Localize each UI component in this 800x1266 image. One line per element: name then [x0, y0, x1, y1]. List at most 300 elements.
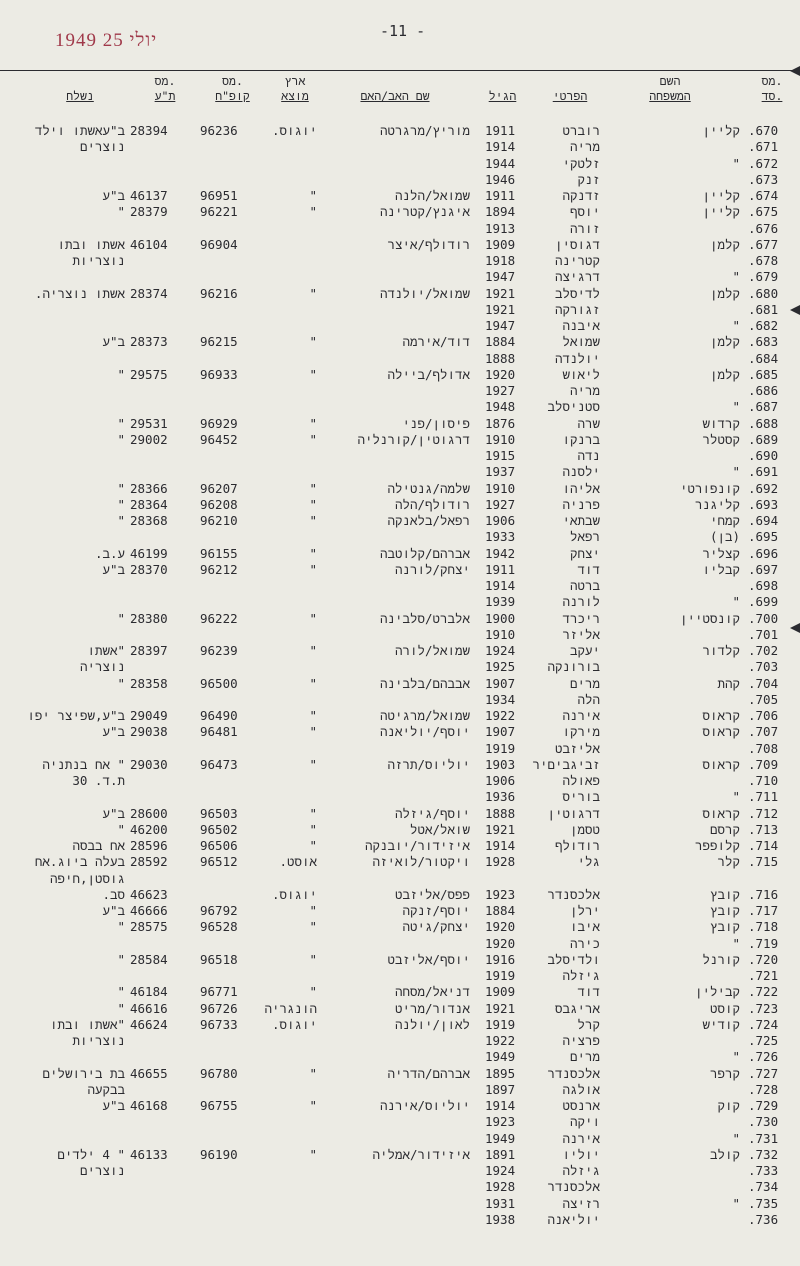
table-row [0, 789, 800, 805]
table-row [0, 448, 800, 464]
table-row [0, 286, 800, 302]
first-name-cell: זלטקי [562, 155, 600, 171]
first-name-cell: יוסף [569, 204, 600, 220]
teudah-number-cell: 28374 [130, 285, 168, 301]
country-cell: " [309, 513, 317, 528]
country-cell: " [309, 838, 317, 853]
first-name-cell: ארנסט [562, 1098, 600, 1113]
table-row [0, 627, 800, 643]
serial-cell: .711 [748, 789, 779, 805]
first-name-cell: דרגוטין [547, 805, 600, 821]
kupah-number-cell: 96216 [200, 285, 238, 301]
table-row [0, 253, 800, 269]
table-row [0, 367, 800, 383]
serial-cell: .686 [748, 383, 779, 398]
birth-year-cell: 1897 [485, 1081, 516, 1097]
family-name-cell: קלופפר [694, 838, 740, 853]
family-name-cell: קבליו [702, 561, 740, 577]
country-cell: " [309, 334, 317, 350]
serial-cell: .722 [748, 984, 779, 1000]
sent-cell: " [117, 919, 125, 935]
birth-year-cell: 1915 [485, 448, 516, 463]
first-name-cell: יוליו [562, 1146, 600, 1162]
family-name-cell: קוסט [709, 1000, 740, 1016]
country-cell: " [309, 480, 317, 496]
parents-cell: רפאל/בלאנקה [387, 513, 470, 528]
serial-cell: .670 [748, 123, 779, 138]
kupah-number-cell: 96239 [200, 643, 238, 658]
table-row [0, 416, 800, 432]
table-row [0, 1001, 800, 1017]
teudah-number-cell: 46655 [130, 1065, 168, 1081]
country-cell: " [309, 431, 317, 447]
teudah-number-cell: 28379 [130, 204, 168, 220]
first-name-cell: רוברט [562, 123, 600, 138]
family-name-cell: " [732, 1049, 740, 1065]
sent-cell: " [117, 1000, 125, 1016]
family-name-cell: " [732, 464, 740, 480]
table-row [0, 659, 800, 675]
first-name-cell: אריגבס [554, 1000, 600, 1016]
serial-cell: .716 [748, 886, 779, 902]
sent-cell: " [117, 984, 125, 1000]
birth-year-cell: 1884 [485, 334, 516, 350]
birth-year-cell: 1923 [485, 1114, 516, 1130]
family-name-cell: קראוס [702, 756, 740, 772]
table-row [0, 708, 800, 724]
teudah-number-cell: 29002 [130, 431, 168, 447]
table-row [0, 936, 800, 952]
sent-cell: " אח בנתניה [42, 756, 125, 772]
birth-year-cell: 1888 [485, 350, 516, 366]
kupah-number-cell: 96904 [200, 236, 238, 252]
first-name-cell: דרגיצה [554, 269, 600, 285]
kupah-number-cell: 96771 [200, 984, 238, 1000]
serial-cell: .728 [748, 1081, 779, 1097]
birth-year-cell: 1920 [485, 366, 516, 382]
parents-cell: דרגוטין/קורנליה [357, 431, 470, 447]
sent-cell: אשתו נוצריה. [34, 285, 125, 301]
teudah-number-cell: 28358 [130, 675, 168, 691]
birth-year-cell: 1919 [485, 968, 516, 983]
table-row [0, 1212, 800, 1228]
first-name-cell: דוד [577, 561, 600, 577]
family-name-cell: קרדוש [702, 415, 740, 431]
birth-year-cell: 1949 [485, 1130, 516, 1146]
first-name-cell: הלה [577, 691, 600, 707]
header-family: השם המשפחה [649, 74, 691, 103]
parents-cell: לאון/יולנה [394, 1016, 470, 1032]
table-row [0, 838, 800, 854]
table-row [0, 1066, 800, 1082]
birth-year-cell: 1910 [485, 431, 516, 447]
first-name-cell: זדנקה [562, 188, 600, 203]
first-name-cell: ילסנה [562, 464, 600, 480]
first-name-cell: אליזבט [554, 740, 600, 756]
birth-year-cell: 1944 [485, 155, 516, 171]
birth-year-cell: 1918 [485, 253, 516, 268]
birth-year-cell: 1920 [485, 919, 516, 935]
table-row [0, 822, 800, 838]
teudah-number-cell: 46623 [130, 886, 168, 902]
family-name-cell: קראוס [702, 724, 740, 740]
country-cell: " [309, 204, 317, 220]
first-name-cell: גיזלה [562, 968, 600, 983]
header-teudah: מס. ת"ע [154, 74, 176, 103]
birth-year-cell: 1900 [485, 610, 516, 626]
country-cell: יוגוס. [271, 1016, 317, 1032]
kupah-number-cell: 96506 [200, 838, 238, 853]
birth-year-cell: 1938 [485, 1211, 516, 1227]
parents-cell: איזידור/אמליה [372, 1146, 470, 1162]
first-name-cell: ברנקו [562, 431, 600, 447]
country-cell: " [309, 561, 317, 577]
first-name-cell: ברטה [569, 578, 600, 593]
serial-cell: .723 [748, 1000, 779, 1016]
teudah-number-cell: 28600 [130, 805, 168, 821]
family-name-cell: קובץ [709, 903, 740, 918]
serial-cell: .674 [748, 188, 779, 203]
first-name-cell: זגורקה [554, 301, 600, 317]
sent-cell: בעלה ביוג.אח [34, 854, 125, 870]
table-row [0, 871, 800, 887]
kupah-number-cell: 96518 [200, 951, 238, 967]
kupah-number-cell: 96755 [200, 1098, 238, 1113]
serial-cell: .699 [748, 594, 779, 610]
parents-cell: שמואל/הלנה [394, 188, 470, 203]
table-row [0, 1033, 800, 1049]
first-name-cell: לדיסלב [554, 285, 600, 301]
family-name-cell: קבילין [694, 984, 740, 1000]
birth-year-cell: 1927 [485, 496, 516, 512]
country-cell: " [309, 1146, 317, 1162]
table-row [0, 724, 800, 740]
serial-cell: .708 [748, 740, 779, 756]
family-name-cell: קלמן [709, 236, 740, 252]
teudah-number-cell: 29030 [130, 756, 168, 772]
teudah-number-cell: 46200 [130, 821, 168, 837]
sent-cell: נוצריה [79, 659, 125, 675]
parents-cell: יוליוס/אירנה [379, 1098, 470, 1113]
first-name-cell: שבתאי [562, 513, 600, 528]
kupah-number-cell: 96512 [200, 854, 238, 870]
birth-year-cell: 1907 [485, 675, 516, 691]
family-name-cell: קוק [717, 1098, 740, 1113]
parents-cell: מוריץ/מרגרטה [379, 123, 470, 138]
table-row [0, 269, 800, 285]
country-cell: " [309, 366, 317, 382]
sent-cell: נוצרים [79, 1163, 125, 1178]
family-name-cell: " [732, 399, 740, 415]
country-cell: " [309, 903, 317, 918]
kupah-number-cell: 96236 [200, 123, 238, 138]
family-name-cell: " [732, 269, 740, 285]
kupah-number-cell: 96215 [200, 334, 238, 350]
kupah-number-cell: 96208 [200, 496, 238, 512]
serial-cell: .676 [748, 220, 779, 236]
sent-cell: נוצריות [72, 1033, 125, 1048]
table-row [0, 351, 800, 367]
birth-year-cell: 1921 [485, 1000, 516, 1016]
family-name-cell: קראוס [702, 805, 740, 821]
sent-cell: אח בבסה [72, 838, 125, 853]
birth-year-cell: 1922 [485, 708, 516, 723]
table-row [0, 481, 800, 497]
family-name-cell: קונסטיין [679, 610, 740, 626]
sent-cell: ב"עאשתו וילד [34, 123, 125, 138]
kupah-number-cell: 96490 [200, 708, 238, 723]
birth-year-cell: 1924 [485, 1163, 516, 1178]
country-cell: " [309, 610, 317, 626]
birth-year-cell: 1910 [485, 480, 516, 496]
birth-year-cell: 1921 [485, 821, 516, 837]
table-row [0, 578, 800, 594]
serial-cell: .682 [748, 318, 779, 333]
date-stamp: 1949 יולי 25 [55, 30, 158, 51]
table-row [0, 562, 800, 578]
birth-year-cell: 1924 [485, 643, 516, 658]
kupah-number-cell: 96502 [200, 821, 238, 837]
table-row [0, 156, 800, 172]
serial-cell: .733 [748, 1163, 779, 1178]
teudah-number-cell: 29531 [130, 415, 168, 431]
sent-cell: נוצריות [72, 253, 125, 268]
serial-cell: .689 [748, 431, 779, 447]
family-name-cell: קהת [717, 675, 740, 691]
birth-year-cell: 1914 [485, 838, 516, 853]
serial-cell: .696 [748, 545, 779, 561]
table-row [0, 887, 800, 903]
serial-cell: .710 [748, 773, 779, 788]
table-row [0, 302, 800, 318]
first-name-cell: אירנה [562, 1130, 600, 1146]
serial-cell: .702 [748, 643, 779, 658]
sent-cell: ב"ע [102, 903, 125, 918]
country-cell: אוסט. [279, 854, 317, 870]
first-name-cell: ליאוש [562, 366, 600, 382]
birth-year-cell: 1911 [485, 188, 516, 203]
first-name-cell: ריכרד [562, 610, 600, 626]
kupah-number-cell: 96929 [200, 415, 238, 431]
serial-cell: .678 [748, 253, 779, 268]
birth-year-cell: 1936 [485, 789, 516, 805]
sent-cell: " [117, 366, 125, 382]
sent-cell: ב"ע [102, 188, 125, 203]
first-name-cell: פרציה [562, 1033, 600, 1048]
birth-year-cell: 1906 [485, 773, 516, 788]
kupah-number-cell: 96210 [200, 513, 238, 528]
family-name-cell: קולב [709, 1146, 740, 1162]
first-name-cell: זורה [569, 220, 600, 236]
table-row [0, 139, 800, 155]
first-name-cell: כירה [569, 935, 600, 951]
table-row [0, 123, 800, 139]
first-name-cell: דוד [577, 984, 600, 1000]
table-row [0, 643, 800, 659]
serial-cell: .720 [748, 951, 779, 967]
kupah-number-cell: 96792 [200, 903, 238, 918]
sent-cell: ב"ע [102, 561, 125, 577]
table-row [0, 237, 800, 253]
birth-year-cell: 1928 [485, 854, 516, 870]
teudah-number-cell: 28575 [130, 919, 168, 935]
teudah-number-cell: 28380 [130, 610, 168, 626]
first-name-cell: טסמן [569, 821, 600, 837]
sent-cell: " [117, 821, 125, 837]
serial-cell: .718 [748, 919, 779, 935]
table-row [0, 546, 800, 562]
birth-year-cell: 1949 [485, 1049, 516, 1065]
country-cell: " [309, 545, 317, 561]
kupah-number-cell: 96733 [200, 1016, 238, 1032]
kupah-number-cell: 96190 [200, 1146, 238, 1162]
serial-cell: .681 [748, 301, 779, 317]
teudah-number-cell: 29038 [130, 724, 168, 740]
serial-cell: .726 [748, 1049, 779, 1065]
family-name-cell: קליין [702, 123, 740, 138]
serial-cell: .730 [748, 1114, 779, 1130]
teudah-number-cell: 29049 [130, 708, 168, 723]
parents-cell: איזידור/יובנקה [364, 838, 470, 853]
birth-year-cell: 1884 [485, 903, 516, 918]
kupah-number-cell: 96155 [200, 545, 238, 561]
first-name-cell: רזיצה [562, 1195, 600, 1211]
family-name-cell: קלר [717, 854, 740, 870]
sent-cell: " [117, 204, 125, 220]
first-name-cell: מרים [569, 675, 600, 691]
teudah-number-cell: 46137 [130, 188, 168, 203]
first-name-cell: ירלן [569, 903, 600, 918]
parents-cell: אברהם/הדריה [387, 1065, 470, 1081]
serial-cell: .714 [748, 838, 779, 853]
sent-cell: ב"ע [102, 805, 125, 821]
birth-year-cell: 1895 [485, 1065, 516, 1081]
sent-cell: "אשתו [87, 643, 125, 658]
first-name-cell: אליזר [562, 626, 600, 642]
first-name-cell: יעקב [569, 643, 600, 658]
serial-cell: .688 [748, 415, 779, 431]
sent-cell: גוסטן,חיפה [49, 870, 125, 886]
country-cell: " [309, 984, 317, 1000]
first-name-cell: קטרינה [554, 253, 600, 268]
country-cell: " [309, 415, 317, 431]
serial-cell: .719 [748, 935, 779, 951]
family-name-cell: קונפורטי [679, 480, 740, 496]
family-name-cell: (בן) [709, 529, 740, 545]
birth-year-cell: 1909 [485, 984, 516, 1000]
sent-cell: " [117, 610, 125, 626]
country-cell: יוגוס. [271, 123, 317, 138]
family-name-cell: קליגנר [694, 496, 740, 512]
parents-cell: שלמה/גנטילה [387, 480, 470, 496]
teudah-number-cell: 46133 [130, 1146, 168, 1162]
country-cell: " [309, 1065, 317, 1081]
header-serial: מס. סד. [761, 74, 783, 103]
serial-cell: .735 [748, 1195, 779, 1211]
family-name-cell: קמחי [709, 513, 740, 528]
parents-cell: יוליוס/תרזה [387, 756, 470, 772]
kupah-number-cell: 96726 [200, 1000, 238, 1016]
country-cell: " [309, 708, 317, 723]
birth-year-cell: 1919 [485, 1016, 516, 1032]
birth-year-cell: 1948 [485, 399, 516, 415]
kupah-number-cell: 96221 [200, 204, 238, 220]
table-row [0, 952, 800, 968]
table-row [0, 1131, 800, 1147]
kupah-number-cell: 96500 [200, 675, 238, 691]
serial-cell: .683 [748, 334, 779, 350]
kupah-number-cell: 96222 [200, 610, 238, 626]
first-name-cell: פרניה [562, 496, 600, 512]
table-row [0, 757, 800, 773]
serial-cell: .713 [748, 821, 779, 837]
birth-year-cell: 1909 [485, 236, 516, 252]
serial-cell: .712 [748, 805, 779, 821]
country-cell: יוגוס. [271, 886, 317, 902]
serial-cell: .677 [748, 236, 779, 252]
serial-cell: .734 [748, 1179, 779, 1195]
serial-cell: .736 [748, 1211, 779, 1227]
birth-year-cell: 1914 [485, 1098, 516, 1113]
table-row [0, 968, 800, 984]
birth-year-cell: 1933 [485, 529, 516, 545]
serial-cell: .717 [748, 903, 779, 918]
serial-cell: .680 [748, 285, 779, 301]
table-row [0, 204, 800, 220]
teudah-number-cell: 46624 [130, 1016, 168, 1032]
sent-cell: בבקעה [87, 1081, 125, 1097]
country-cell: " [309, 756, 317, 772]
sent-cell: ב"ע [102, 724, 125, 740]
sent-cell: " [117, 513, 125, 528]
birth-year-cell: 1914 [485, 578, 516, 593]
teudah-number-cell: 28397 [130, 643, 168, 658]
family-name-cell: קלמן [709, 285, 740, 301]
table-row [0, 1179, 800, 1195]
kupah-number-cell: 96473 [200, 756, 238, 772]
family-name-cell: קליין [702, 188, 740, 203]
birth-year-cell: 1906 [485, 513, 516, 528]
parents-cell: שמואל/לורה [394, 643, 470, 658]
country-cell: " [309, 188, 317, 203]
serial-cell: .672 [748, 155, 779, 171]
parents-cell: רודולף/הלה [394, 496, 470, 512]
family-name-cell: " [732, 594, 740, 610]
records-table [0, 123, 800, 1228]
country-cell: " [309, 821, 317, 837]
serial-cell: .725 [748, 1033, 779, 1048]
serial-cell: .691 [748, 464, 779, 480]
first-name-cell: שמואל [562, 334, 600, 350]
table-row [0, 1049, 800, 1065]
country-cell: " [309, 1098, 317, 1113]
parents-cell: דניאל/מסחה [394, 984, 470, 1000]
birth-year-cell: 1919 [485, 740, 516, 756]
family-name-cell: קסטלר [702, 431, 740, 447]
first-name-cell: מרים [569, 1049, 600, 1065]
kupah-number-cell: 96780 [200, 1065, 238, 1081]
serial-cell: .694 [748, 513, 779, 528]
serial-cell: .704 [748, 675, 779, 691]
sent-cell: סב. [102, 886, 125, 902]
family-name-cell: " [732, 1195, 740, 1211]
kupah-number-cell: 96452 [200, 431, 238, 447]
first-name-cell: זביגביםיר [532, 756, 600, 772]
table-row [0, 611, 800, 627]
birth-year-cell: 1911 [485, 123, 516, 138]
serial-cell: .709 [748, 756, 779, 772]
parents-cell: יוסף/אליזבט [387, 951, 470, 967]
